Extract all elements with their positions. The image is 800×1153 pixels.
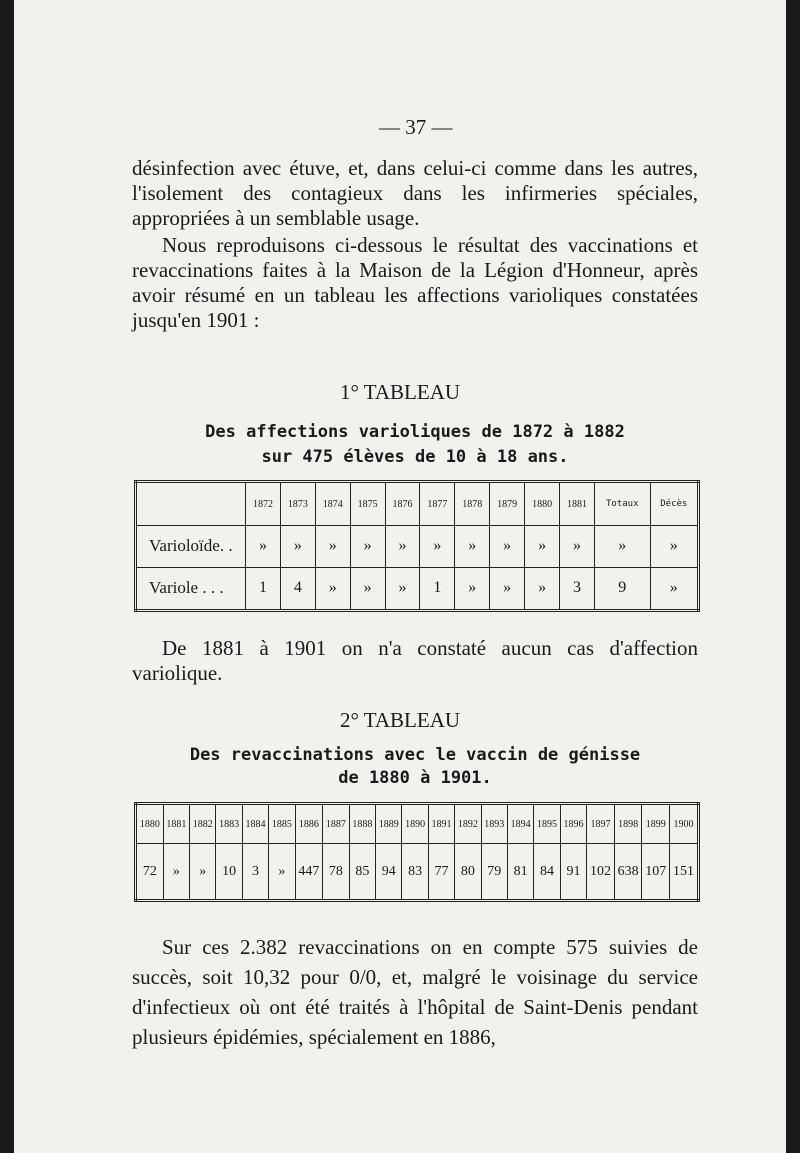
table2-subtitle-line1: Des revaccinations avec le vaccin de génisse <box>189 745 641 765</box>
table1-col-header: 1875 <box>350 482 385 526</box>
table1-cell: » <box>350 526 385 568</box>
table2-col-header: 1885 <box>269 804 295 844</box>
table2-cell: 94 <box>376 844 402 901</box>
table2-col-header: 1895 <box>534 804 560 844</box>
table1-cell: » <box>385 567 420 611</box>
document-page <box>14 0 786 1153</box>
table1-col-header: 1872 <box>246 482 281 526</box>
table2-header-row <box>136 804 699 844</box>
table2-col-header: 1891 <box>428 804 454 844</box>
table1-variola-affections <box>134 480 700 612</box>
table1-col-header-totaux: Totaux <box>594 482 650 526</box>
table2-col-header: 1888 <box>349 804 375 844</box>
table2-col-header: 1884 <box>242 804 268 844</box>
table1-cell: » <box>650 567 698 611</box>
table2-cell: 72 <box>136 844 164 901</box>
table1-col-header: 1880 <box>525 482 560 526</box>
table2-cell: 91 <box>560 844 586 901</box>
table2-revaccinations <box>134 802 700 902</box>
paragraph-3: De 1881 à 1901 on n'a constaté aucun cas d'affection variolique. <box>132 636 698 685</box>
table1-row-varioloide <box>136 526 699 568</box>
table1-col-header: 1876 <box>385 482 420 526</box>
table1-cell: » <box>280 526 315 568</box>
table2-col-header: 1897 <box>587 804 615 844</box>
table2-col-header: 1893 <box>481 804 507 844</box>
table2-col-header: 1900 <box>670 804 699 844</box>
table2-cell: » <box>269 844 295 901</box>
table1-col-header: 1874 <box>315 482 350 526</box>
table2-col-header: 1899 <box>642 804 670 844</box>
table1-subtitle-line1: Des affections varioliques de 1872 à 1882 <box>205 422 625 442</box>
table1-col-header: 1879 <box>490 482 525 526</box>
table1-col-header-deces: Décès <box>650 482 698 526</box>
table1-cell: » <box>246 526 281 568</box>
table2-cell: 102 <box>587 844 615 901</box>
table1-cell: » <box>490 526 525 568</box>
table2-subtitle-line2: de 1880 à 1901. <box>338 768 492 788</box>
table1-cell: » <box>650 526 698 568</box>
table2-cell: 79 <box>481 844 507 901</box>
table1-header-row <box>136 482 699 526</box>
table1-row-label: Varioloïde. . <box>136 526 246 568</box>
table2-cell: » <box>163 844 189 901</box>
table2-col-header: 1881 <box>163 804 189 844</box>
table2-col-header: 1886 <box>295 804 323 844</box>
table1-col-header: 1878 <box>455 482 490 526</box>
table2-cell: 151 <box>670 844 699 901</box>
table1-cell: » <box>525 567 560 611</box>
paragraph-4: Sur ces 2.382 revaccinations on en compte 575 suivies de succès, soit 10,32 pour 0/0, et, malgré le voisinage du service d'infectieux où ont été traités à l'hôpital de Saint-Denis pendant plusieurs épidémies, spécialement en 1886, <box>132 935 698 1049</box>
table1-row-label: Variole . . . <box>136 567 246 611</box>
table2-cell: 83 <box>402 844 428 901</box>
table1-cell: » <box>525 526 560 568</box>
table2-col-header: 1890 <box>402 804 428 844</box>
table1-cell: » <box>315 526 350 568</box>
table1-col-header: 1877 <box>420 482 455 526</box>
table2-cell: 78 <box>323 844 349 901</box>
table1-col-header: 1881 <box>560 482 595 526</box>
table2-cell: 81 <box>507 844 533 901</box>
table1-cell: » <box>490 567 525 611</box>
table2-cell: 84 <box>534 844 560 901</box>
table2-cell: 3 <box>242 844 268 901</box>
table2-col-header: 1889 <box>376 804 402 844</box>
paragraph-1: désinfection avec étuve, et, dans celui-ci comme dans les autres, l'isolement des contagieux dans les infirmeries spéciales, appropriées à un semblable usage. <box>132 156 698 230</box>
table1-cell: 3 <box>560 567 595 611</box>
table2-col-header: 1892 <box>455 804 481 844</box>
table2-cell: 107 <box>642 844 670 901</box>
table2-col-header: 1882 <box>190 804 216 844</box>
table1-col-header: 1873 <box>280 482 315 526</box>
table2-col-header: 1880 <box>136 804 164 844</box>
table1-cell: » <box>315 567 350 611</box>
table2-cell: 85 <box>349 844 375 901</box>
table1-cell: 4 <box>280 567 315 611</box>
table1-cell: » <box>455 567 490 611</box>
table1-cell: » <box>560 526 595 568</box>
table2-cell: 80 <box>455 844 481 901</box>
table1-cell: » <box>350 567 385 611</box>
table1-cell: 1 <box>420 567 455 611</box>
table1-cell: 9 <box>594 567 650 611</box>
table1-subtitle-line2: sur 475 élèves de 10 à 18 ans. <box>261 447 569 467</box>
table2-cell: 638 <box>614 844 642 901</box>
table1-corner-cell <box>136 482 246 526</box>
table2-cell: 447 <box>295 844 323 901</box>
table1-heading: 1° TABLEAU <box>339 380 461 404</box>
paragraph-2: Nous reproduisons ci-dessous le résultat des vaccinations et revaccinations faites à la Maison de la Légion d'Honneur, après avoir résumé en un tableau les affections varioliques constatées jusqu'en 1901 : <box>132 233 698 332</box>
table1-row-variole <box>136 567 699 611</box>
table1-cell: » <box>455 526 490 568</box>
table2-cell: 77 <box>428 844 454 901</box>
table2-col-header: 1896 <box>560 804 586 844</box>
table1-cell: » <box>420 526 455 568</box>
table2-cell: » <box>190 844 216 901</box>
table1-cell: 1 <box>246 567 281 611</box>
table2-heading: 2° TABLEAU <box>339 708 461 732</box>
table2-values-row <box>136 844 699 901</box>
table1-cell: » <box>385 526 420 568</box>
table1-cell: » <box>594 526 650 568</box>
table2-col-header: 1894 <box>507 804 533 844</box>
table2-col-header: 1898 <box>614 804 642 844</box>
table2-col-header: 1883 <box>216 804 242 844</box>
table2-col-header: 1887 <box>323 804 349 844</box>
page-number: — 37 — <box>379 115 453 139</box>
table2-cell: 10 <box>216 844 242 901</box>
